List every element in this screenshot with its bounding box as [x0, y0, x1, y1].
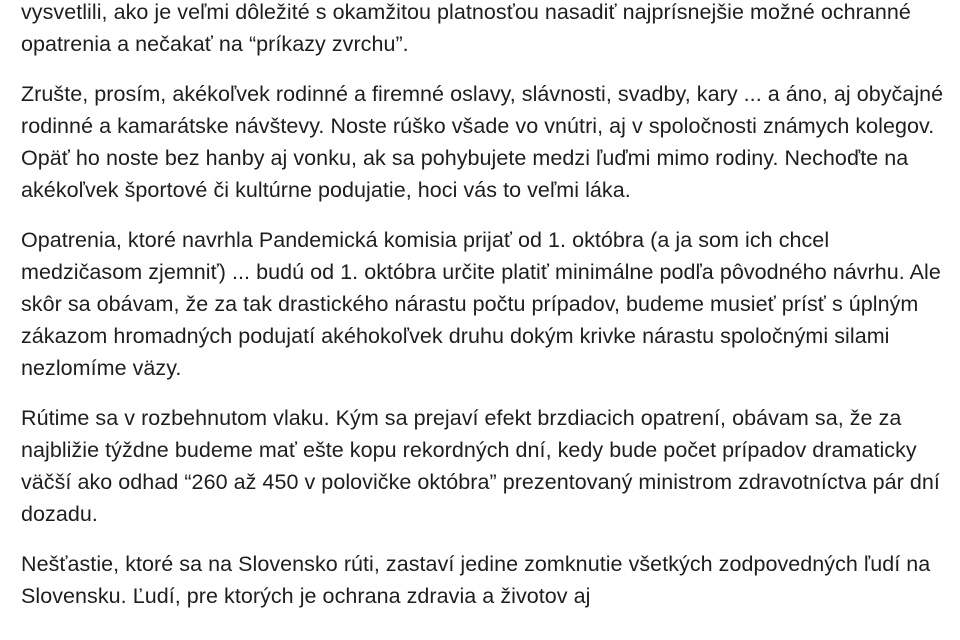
paragraph: vysvetlili, ako je veľmi dôležité s okamžitou platnosťou nasadiť najprísnejšie možné ochranné opatrenia a nečakať na “príkazy zvrchu”. — [21, 0, 911, 56]
paragraph: Opatrenia, ktoré navrhla Pandemická komisia prijať od 1. októbra (a ja som ich chcel medzičasom zjemniť) ... budú od 1. októbra určite platiť minimálne podľa pôvodného návrhu. Ale skôr sa obávam, že za tak drastického nárastu počtu prípadov, budeme musieť prísť s úplným zákazom hromadných podujatí akéhokoľvek druhu dokým krivke nárastu spoločnými silami nezlomíme väzy. — [21, 228, 941, 380]
paragraph: Rútime sa v rozbehnutom vlaku. Kým sa prejaví efekt brzdiacich opatrení, obávam sa, že za najbližie týždne budeme mať ešte kopu rekordných dní, kedy bude počet prípadov dramaticky väčší ako odhad “260 až 450 v polovičke októbra” prezentovaný ministrom zdravotníctva pár dní dozadu. — [21, 406, 940, 526]
paragraph: Zrušte, prosím, akékoľvek rodinné a firemné oslavy, slávnosti, svadby, kary ... a áno, aj obyčajné rodinné a kamarátske návštevy. Noste rúško všade vo vnútri, aj v spoločnosti známych kolegov. Opäť ho noste bez hanby aj vonku, ak sa pohybujete medzi ľuďmi mimo rodiny. Nechoďte na akékoľvek športové či kultúrne podujatie, hoci vás to veľmi láka. — [21, 82, 944, 202]
post-text-body — [21, 0, 956, 630]
paragraph: Nešťastie, ktoré sa na Slovensko rúti, zastaví jedine zomknutie všetkých zodpovedných ľudí na Slovensku. Ľudí, pre ktorých je ochrana zdravia a životov aj — [21, 552, 931, 608]
